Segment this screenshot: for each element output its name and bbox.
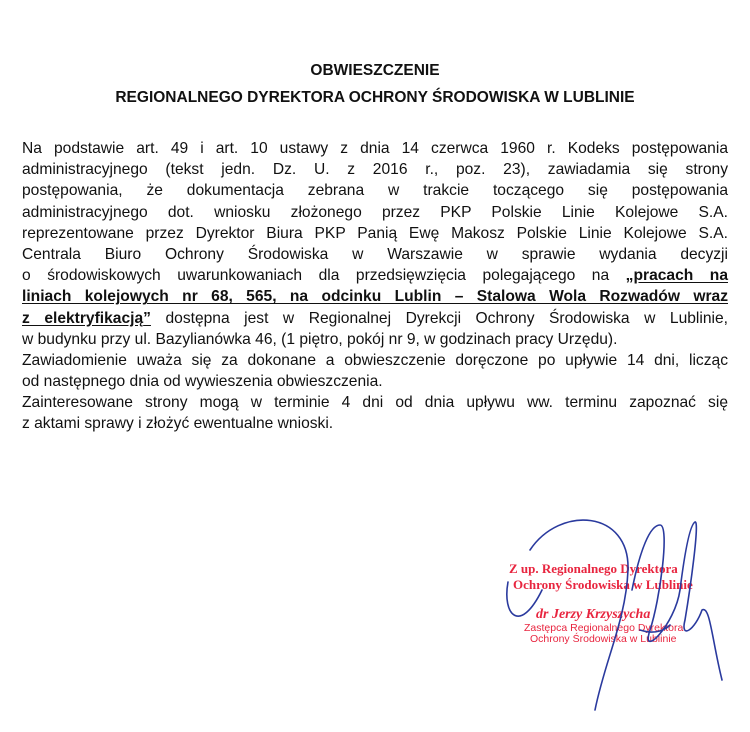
notice-body — [22, 138, 728, 435]
body-line: z aktami sprawy i złożyć ewentualne wnioski. — [22, 415, 334, 433]
project-title-part: z elektryfikacją — [22, 309, 144, 327]
stamp-role-office: Ochrony Środowiska w Lublinie — [530, 633, 677, 645]
quote-mark: ” — [143, 309, 151, 327]
handwritten-signature — [490, 510, 750, 720]
stamp-authorization-line: Z up. Regionalnego Dyrektora — [509, 561, 678, 576]
body-text-segment: dostępna jest w Regionalnej Dyrekcji Ochrony Środowiska w Lublinie, — [150, 309, 728, 327]
body-line — [22, 265, 728, 286]
body-line: administracyjnego (tekst jedn. Dz. U. z 2016 r., poz. 23), zawiadamia się strony — [22, 161, 728, 179]
body-line: Centrala Biuro Ochrony Środowiska w Warszawie w sprawie wydania decyzji — [22, 245, 728, 263]
stamp-role-line: Zastępca Regionalnego Dyrektora — [524, 622, 684, 634]
body-line — [22, 286, 728, 307]
body-line: reprezentowane przez Dyrektor Biura PKP Panią Ewę Makosz Polskie Linie Kolejowe S.A. — [22, 224, 728, 242]
project-title-part: liniach kolejowych nr 68, 565, na odcinku Lublin – Stalowa Wola Rozwadów wraz — [22, 288, 728, 306]
body-line: postępowania, że dokumentacja zebrana w trakcie toczącego się postępowania — [22, 182, 728, 200]
signature-stroke — [507, 520, 722, 710]
document-subtitle: REGIONALNEGO DYREKTORA OCHRONY ŚRODOWISKA W LUBLINIE — [115, 89, 635, 106]
body-line: administracyjnego dot. wniosku złożonego przez PKP Polskie Linie Kolejowe S.A. — [22, 203, 728, 221]
stamp-office-line: Ochrony Środowiska w Lublinie — [513, 577, 693, 592]
body-line: od następnego dnia od wywieszenia obwieszczenia. — [22, 373, 383, 391]
stamp-signatory-name: dr Jerzy Krzyszycha — [536, 607, 651, 622]
body-line: Zawiadomienie uważa się za dokonane a obwieszczenie doręczone po upływie 14 dni, licząc — [22, 351, 728, 369]
body-line — [22, 308, 728, 329]
body-line: Zainteresowane strony mogą w terminie 4 dni od dnia upływu ww. terminu zapoznać się — [22, 394, 728, 412]
body-line: w budynku przy ul. Bazylianówka 46, (1 piętro, pokój nr 9, w godzinach pracy Urzędu). — [22, 330, 618, 348]
body-line: Na podstawie art. 49 i art. 10 ustawy z dnia 14 czerwca 1960 r. Kodeks postępowania — [22, 140, 728, 157]
quote-mark: „ — [625, 267, 634, 285]
project-title-part: pracach na — [633, 267, 728, 285]
body-text-segment: o środowiskowych uwarunkowaniach dla przedsięwzięcia polegającego na — [22, 267, 626, 285]
document-title: OBWIESZCZENIE — [310, 62, 440, 79]
